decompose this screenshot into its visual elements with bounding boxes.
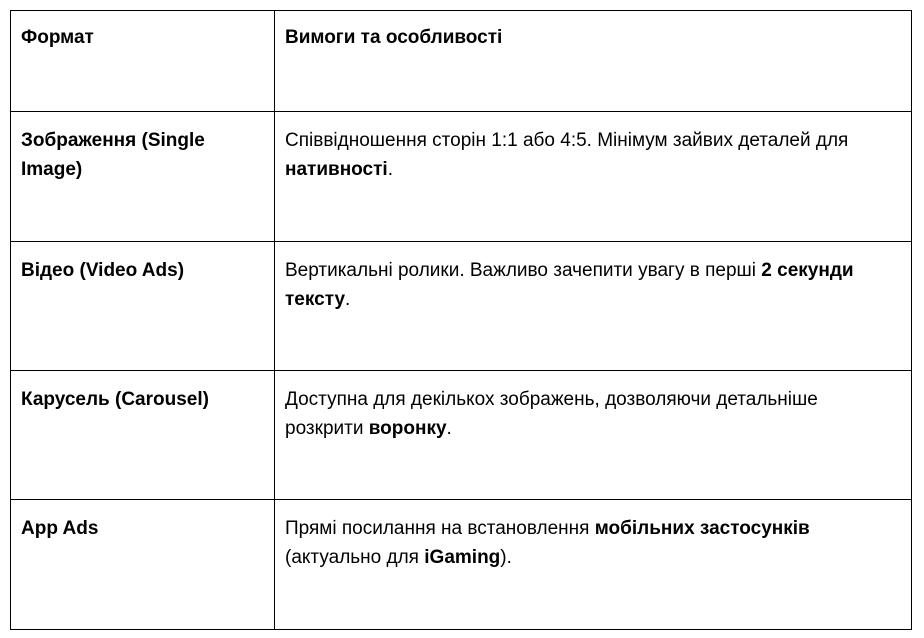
requirements-text: . — [345, 289, 351, 310]
format-cell: Відео (Video Ads) — [11, 242, 275, 371]
requirements-text: (актуально для — [285, 547, 425, 568]
format-cell: App Ads — [11, 500, 275, 630]
table-row — [11, 242, 912, 371]
formats-table — [10, 10, 912, 630]
header-format: Формат — [11, 11, 275, 112]
requirements-bold-text: нативності — [285, 159, 388, 180]
table-header-row — [11, 11, 912, 112]
format-cell: Карусель (Carousel) — [11, 371, 275, 500]
requirements-bold-text: мобільних застосунків — [594, 518, 810, 539]
requirements-bold-text: воронку — [368, 418, 447, 439]
requirements-bold-text: 2 секунди тексту — [285, 260, 854, 310]
requirements-cell — [275, 242, 912, 371]
table-row — [11, 500, 912, 630]
format-cell: Зображення (Single Image) — [11, 112, 275, 242]
requirements-bold-text: iGaming — [424, 547, 501, 568]
header-requirements: Вимоги та особливості — [275, 11, 912, 112]
requirements-cell — [275, 371, 912, 500]
requirements-cell — [275, 500, 912, 630]
requirements-text: . — [387, 159, 393, 180]
table-row — [11, 371, 912, 500]
requirements-text: Доступна для декількох зображень, дозволяючи детальніше розкрити — [285, 389, 818, 439]
requirements-text: ). — [500, 547, 512, 568]
requirements-text: Співвідношення сторін 1:1 або 4:5. Мінімум зайвих деталей для — [285, 130, 849, 151]
requirements-text: Вертикальні ролики. Важливо зачепити увагу в перші — [285, 260, 762, 281]
requirements-cell — [275, 112, 912, 242]
requirements-text: . — [446, 418, 452, 439]
table-row — [11, 112, 912, 242]
requirements-text: Прямі посилання на встановлення — [285, 518, 595, 539]
